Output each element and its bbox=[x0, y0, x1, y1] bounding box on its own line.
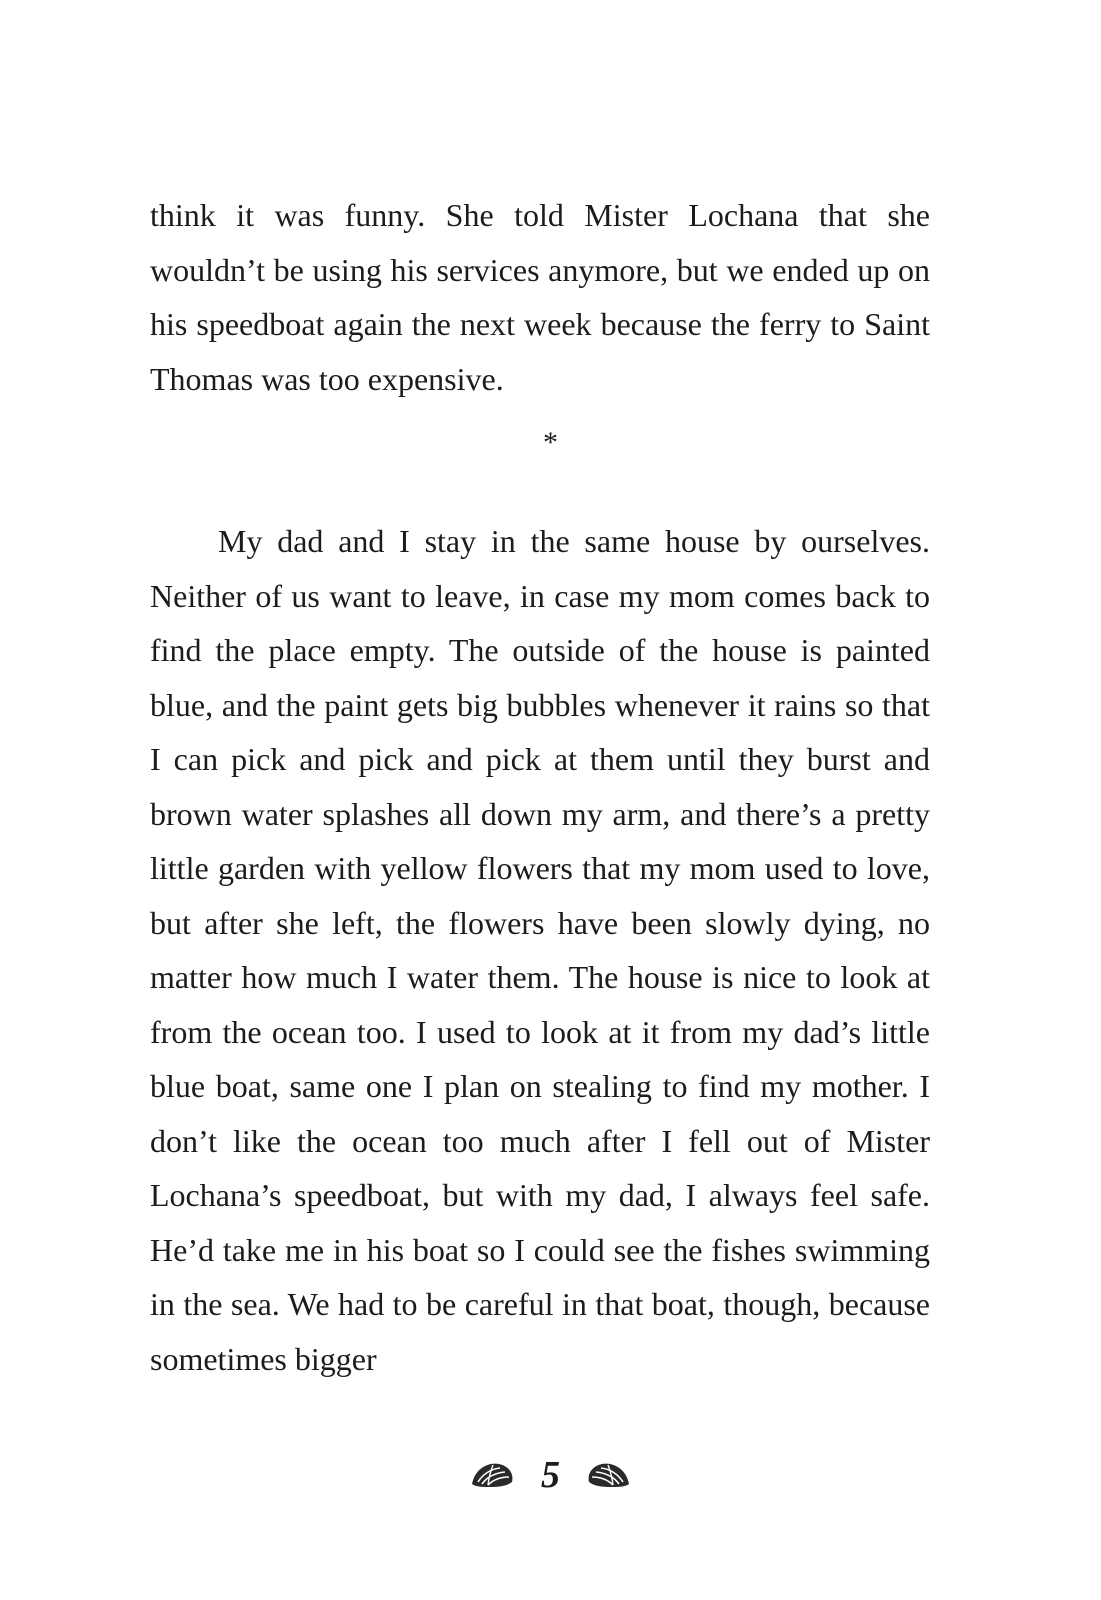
shell-icon-left bbox=[469, 1460, 515, 1490]
shell-icon-right bbox=[586, 1460, 632, 1490]
paragraph-continuation: think it was funny. She told Mister Lochana that she wouldn’t be using his services anymore, but we ended up on his speedboat again the next week because the ferry to Saint Thomas was too expensive. bbox=[150, 197, 930, 397]
page-number: 5 bbox=[541, 1454, 560, 1496]
paragraph: My dad and I stay in the same house by ourselves. Neither of us want to leave, in case my mom comes back to find the place empty. The outside of the house is painted blue, and the paint gets big bubbles whenever it rains so that I can pick and pick and pick at them until they burst and brown water splashes all down my arm, and there’s a pretty little garden with yellow flowers that my mom used to love, but after she left, the flowers have been slowly dying, no matter how much I water them. The house is nice to look at from the ocean too. I used to look at it from my dad’s little blue boat, same one I plan on stealing to find my mother. I don’t like the ocean too much after I fell out of Mister Lochana’s speedboat, but with my dad, I always feel safe. He’d take me in his boat so I could see the fishes swimming in the sea. We had to be careful in that boat, though, because sometimes bigger bbox=[150, 523, 930, 1377]
section-break: * bbox=[543, 426, 558, 459]
page-footer bbox=[0, 1455, 1101, 1495]
